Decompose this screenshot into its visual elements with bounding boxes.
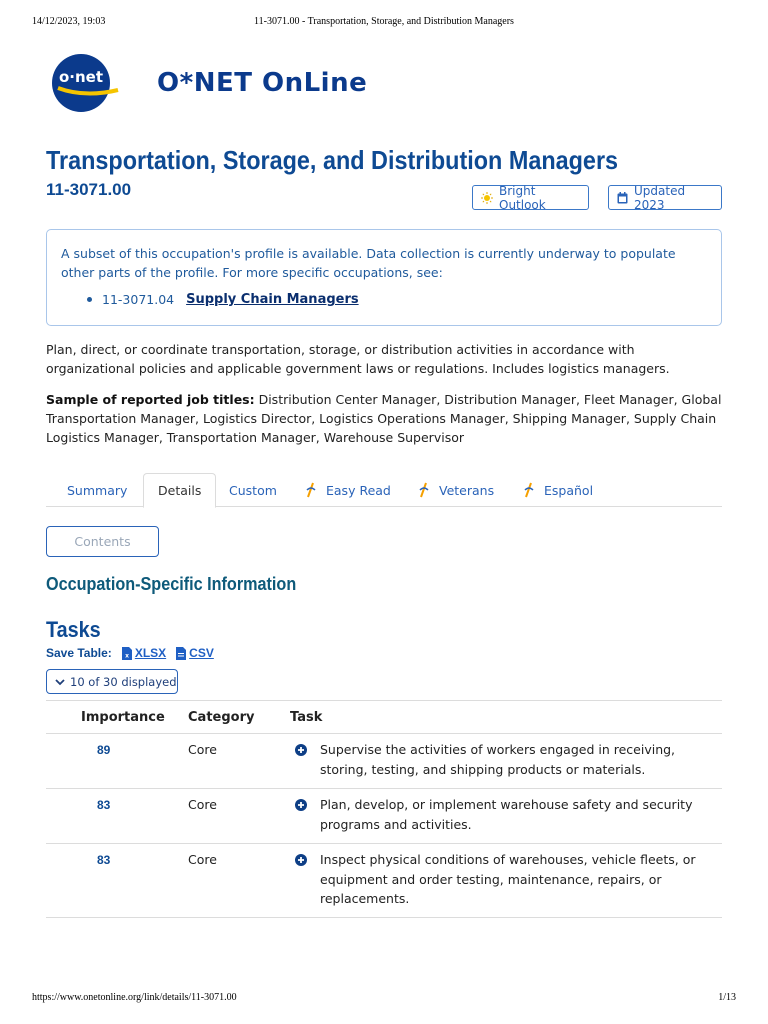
tab-custom[interactable] (229, 473, 277, 507)
mynextmove-icon (304, 482, 318, 498)
alert-item-code: 11-3071.04 (102, 292, 175, 307)
logo-text: o·net (58, 68, 104, 86)
supply-chain-managers-link[interactable]: Supply Chain Managers (186, 292, 359, 307)
tab-veterans[interactable] (417, 473, 494, 507)
chevron-down-icon (55, 678, 65, 686)
importance-value: 83 (97, 798, 111, 812)
displayed-toggle-button[interactable] (46, 669, 178, 694)
tasks-heading: Tasks (46, 617, 101, 642)
print-page-number: 1/13 (718, 992, 736, 1003)
tab-easy-read[interactable] (304, 473, 391, 507)
sun-icon (481, 192, 493, 204)
expand-plus-icon[interactable] (295, 799, 307, 811)
excel-file-icon (122, 647, 132, 660)
bullet-icon (87, 297, 92, 302)
save-table-row (46, 646, 224, 660)
print-header (32, 16, 736, 30)
info-alert (46, 229, 722, 326)
task-text: Supervise the activities of workers engaged in receiving, storing, testing, and shipping products or materials. (320, 742, 676, 777)
importance-value: 83 (97, 853, 111, 867)
csv-file-icon (176, 647, 186, 660)
category-value: Core (188, 797, 217, 812)
section-title: Occupation-Specific Information (46, 574, 297, 594)
col-category[interactable]: Category (188, 710, 255, 725)
calendar-icon (617, 192, 628, 204)
occupation-description: Plan, direct, or coordinate transportation, storage, or distribution activities in accordance with organizational policies and applicable government laws or regulations. Includes logistics managers. (46, 342, 670, 376)
csv-label: CSV (189, 646, 214, 660)
tab-summary-label: Summary (67, 482, 128, 498)
occupation-code: 11-3071.00 (46, 180, 132, 199)
expand-plus-icon[interactable] (295, 744, 307, 756)
tasks-table (46, 700, 722, 918)
tab-easy-read-label: Easy Read (326, 482, 391, 498)
table-row (46, 844, 722, 918)
category-value: Core (188, 742, 217, 757)
sample-text: Distribution Center Manager, Distribution Manager, Fleet Manager, Global Transportation Manager, Logistics Director, Logistics Operations Manager, Shipping Manager, Supply Chain Logistics Manager, Transportation Manager, Warehouse Supervisor (46, 392, 722, 445)
importance-value: 89 (97, 743, 111, 757)
print-datetime: 14/12/2023, 19:03 (32, 16, 106, 27)
tab-veterans-label: Veterans (439, 482, 495, 498)
sample-label: Sample of reported job titles: (46, 392, 255, 407)
task-text: Inspect physical conditions of warehouses, vehicle fleets, or equipment and order testing, maintenance, repairs, or replacements. (320, 852, 696, 906)
print-footer (32, 992, 736, 1006)
print-url: https://www.onetonline.org/link/details/11-3071.00 (32, 992, 237, 1003)
tab-summary[interactable] (67, 473, 127, 507)
tab-details-label: Details (158, 483, 202, 498)
col-task[interactable]: Task (290, 710, 323, 725)
bright-outlook-label: Bright Outlook (499, 183, 546, 212)
updated-label: Updated 2023 (634, 183, 686, 212)
expand-plus-icon[interactable] (295, 854, 307, 866)
svg-text:x: x (124, 652, 129, 659)
category-value: Core (188, 852, 217, 867)
xlsx-label: XLSX (134, 646, 167, 660)
bright-outlook-badge[interactable] (472, 185, 589, 210)
mynextmove-icon (417, 482, 431, 498)
mynextmove-icon (522, 482, 536, 498)
alert-list-item (87, 292, 707, 307)
col-importance[interactable]: Importance (81, 710, 165, 725)
tab-espanol[interactable] (522, 473, 593, 507)
tab-bar (46, 473, 722, 507)
page-title: Transportation, Storage, and Distribution Managers (46, 145, 619, 175)
xlsx-download-link[interactable] (122, 646, 166, 660)
save-table-label: Save Table: (46, 646, 112, 660)
displayed-label: 10 of 30 displayed (70, 674, 177, 689)
updated-badge[interactable] (608, 185, 722, 210)
print-doc-title: 11-3071.00 - Transportation, Storage, and Distribution Managers (254, 16, 514, 27)
site-header (50, 52, 367, 114)
csv-download-link[interactable] (176, 646, 214, 660)
tab-details[interactable] (143, 473, 216, 508)
tab-custom-label: Custom (229, 482, 277, 498)
table-row (46, 734, 722, 789)
contents-button[interactable]: Contents (46, 526, 159, 557)
table-row (46, 789, 722, 844)
sample-job-titles (46, 390, 726, 447)
tab-espanol-label: Español (544, 482, 594, 498)
site-title[interactable]: O*NET OnLine (157, 68, 368, 98)
onet-logo[interactable] (50, 52, 112, 114)
task-text: Plan, develop, or implement warehouse safety and security programs and activities. (320, 797, 693, 832)
table-header (46, 700, 722, 734)
alert-text: A subset of this occupation's profile is available. Data collection is currently underway to populate other parts of the profile. For more specific occupations, see: (61, 246, 676, 280)
